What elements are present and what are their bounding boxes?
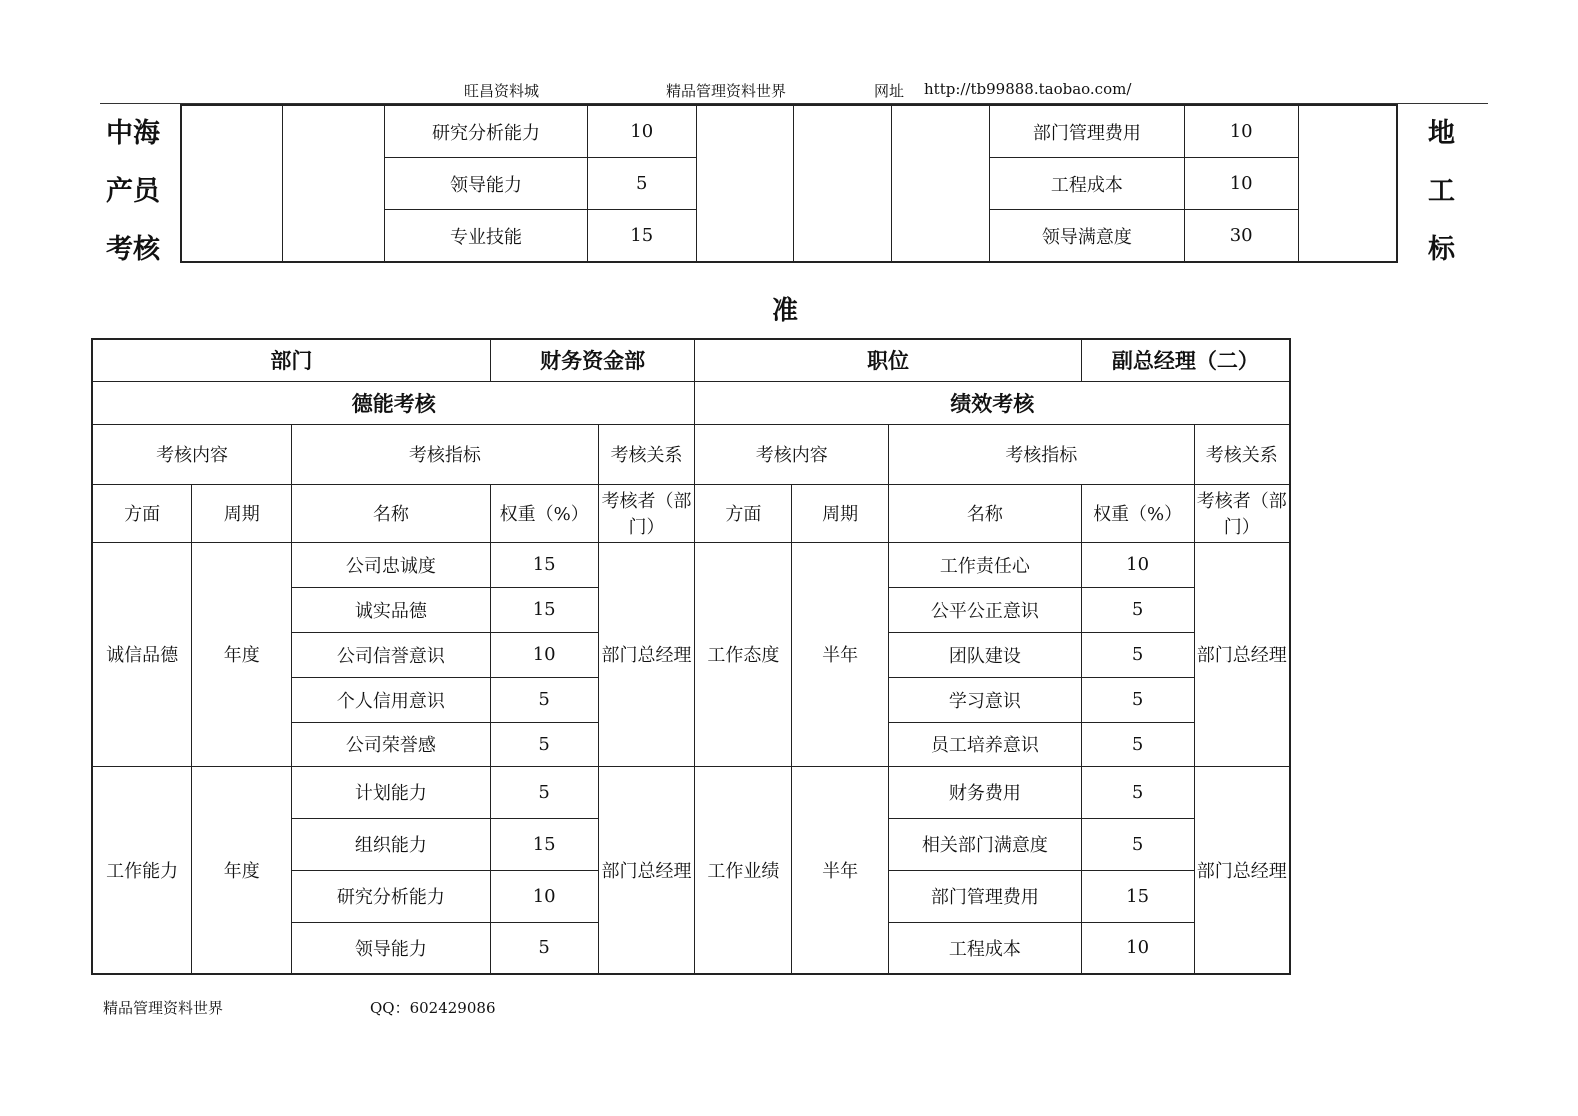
top-empty-cell	[794, 105, 892, 262]
top-empty-cell	[696, 105, 794, 262]
row-right-name: 部门管理费用	[889, 870, 1082, 922]
section-right: 绩效考核	[695, 381, 1290, 424]
footer-qq: QQ：602429086	[370, 999, 496, 1017]
top-empty-cell	[892, 105, 990, 262]
group1-right-aspect: 工作态度	[695, 542, 792, 766]
row-right-weight: 10	[1081, 542, 1194, 587]
position-label: 职位	[695, 339, 1081, 381]
group2-left-aspect: 工作能力	[92, 766, 192, 974]
assessment-table	[91, 338, 1291, 975]
row-right-name: 学习意识	[889, 677, 1082, 722]
row-right-name: 员工培养意识	[889, 722, 1082, 766]
row-left-name: 计划能力	[292, 766, 491, 818]
col-weight: 权重（%）	[1081, 484, 1194, 542]
header-company: 旺昌资料城	[464, 82, 540, 100]
top-left-name: 研究分析能力	[385, 105, 588, 158]
row-right-weight: 15	[1081, 870, 1194, 922]
row-right-weight: 5	[1081, 818, 1194, 870]
row-left-weight: 5	[490, 677, 598, 722]
row-right-weight: 5	[1081, 766, 1194, 818]
top-left-name: 领导能力	[385, 158, 588, 210]
top-right-weight: 10	[1184, 105, 1298, 158]
side-text-left	[106, 105, 160, 279]
row-left-weight: 5	[490, 922, 598, 974]
col-period: 周期	[192, 484, 292, 542]
row-left-weight: 15	[490, 818, 598, 870]
dept-label: 部门	[92, 339, 490, 381]
footer-slogan: 精品管理资料世界	[103, 999, 224, 1017]
top-empty-cell	[181, 105, 283, 262]
col-relation: 考核关系	[1194, 424, 1290, 484]
row-left-weight: 10	[490, 870, 598, 922]
header-slogan: 精品管理资料世界	[666, 82, 787, 100]
row-right-name: 工程成本	[889, 922, 1082, 974]
col-assessor: 考核者（部门）	[598, 484, 695, 542]
top-right-name: 领导满意度	[990, 210, 1185, 263]
row-right-name: 公平公正意识	[889, 587, 1082, 632]
col-weight: 权重（%）	[490, 484, 598, 542]
row-right-name: 工作责任心	[889, 542, 1082, 587]
top-right-name: 部门管理费用	[990, 105, 1185, 158]
col-relation: 考核关系	[598, 424, 695, 484]
group1-left-period: 年度	[192, 542, 292, 766]
section-left: 德能考核	[92, 381, 695, 424]
row-left-name: 公司忠诚度	[292, 542, 491, 587]
group2-left-assessor: 部门总经理	[598, 766, 695, 974]
top-table-row	[181, 105, 1397, 158]
col-aspect: 方面	[695, 484, 792, 542]
col-period: 周期	[792, 484, 889, 542]
col-aspect: 方面	[92, 484, 192, 542]
top-right-weight: 30	[1184, 210, 1298, 263]
side-right-line: 工	[1428, 176, 1455, 207]
row-right-weight: 5	[1081, 677, 1194, 722]
row-left-name: 组织能力	[292, 818, 491, 870]
row-left-weight: 15	[490, 587, 598, 632]
row-left-name: 个人信用意识	[292, 677, 491, 722]
top-table	[180, 104, 1398, 263]
row-right-weight: 5	[1081, 587, 1194, 632]
dept-value: 财务资金部	[490, 339, 695, 381]
row-left-name: 诚实品德	[292, 587, 491, 632]
group1-left-assessor: 部门总经理	[598, 542, 695, 766]
side-right-line: 地	[1428, 118, 1455, 149]
side-text-right	[1428, 105, 1455, 279]
table-row	[92, 542, 1290, 587]
top-left-weight: 10	[587, 105, 696, 158]
row-left-weight: 5	[490, 722, 598, 766]
col-name: 名称	[292, 484, 491, 542]
top-left-weight: 15	[587, 210, 696, 263]
page-title-tail: 准	[772, 296, 799, 326]
header-row-1	[92, 424, 1290, 484]
side-left-line: 产员	[106, 176, 160, 207]
header-row-2	[92, 484, 1290, 542]
col-indicator: 考核指标	[889, 424, 1194, 484]
group1-left-aspect: 诚信品德	[92, 542, 192, 766]
row-left-name: 公司荣誉感	[292, 722, 491, 766]
group2-left-period: 年度	[192, 766, 292, 974]
header-url-label: 网址	[874, 82, 905, 100]
top-right-weight: 10	[1184, 158, 1298, 210]
position-value: 副总经理（二）	[1081, 339, 1290, 381]
row-left-weight: 5	[490, 766, 598, 818]
top-left-name: 专业技能	[385, 210, 588, 263]
group2-right-period: 半年	[792, 766, 889, 974]
group1-right-period: 半年	[792, 542, 889, 766]
side-left-line: 考核	[106, 234, 160, 265]
group2-right-aspect: 工作业绩	[695, 766, 792, 974]
col-name: 名称	[889, 484, 1082, 542]
row-right-name: 相关部门满意度	[889, 818, 1082, 870]
group2-right-assessor: 部门总经理	[1194, 766, 1290, 974]
col-indicator: 考核指标	[292, 424, 598, 484]
top-right-name: 工程成本	[990, 158, 1185, 210]
col-content: 考核内容	[695, 424, 889, 484]
side-right-line: 标	[1428, 234, 1455, 265]
section-row	[92, 381, 1290, 424]
row-left-weight: 15	[490, 542, 598, 587]
row-right-weight: 5	[1081, 722, 1194, 766]
side-left-line: 中海	[106, 118, 160, 149]
top-empty-cell	[283, 105, 385, 262]
top-empty-cell	[1298, 105, 1397, 262]
row-right-weight: 5	[1081, 632, 1194, 677]
row-right-weight: 10	[1081, 922, 1194, 974]
row-left-weight: 10	[490, 632, 598, 677]
col-content: 考核内容	[92, 424, 292, 484]
row-left-name: 领导能力	[292, 922, 491, 974]
col-assessor: 考核者（部门）	[1194, 484, 1290, 542]
dept-row	[92, 339, 1290, 381]
row-left-name: 公司信誉意识	[292, 632, 491, 677]
row-left-name: 研究分析能力	[292, 870, 491, 922]
group1-right-assessor: 部门总经理	[1194, 542, 1290, 766]
top-left-weight: 5	[587, 158, 696, 210]
row-right-name: 团队建设	[889, 632, 1082, 677]
row-right-name: 财务费用	[889, 766, 1082, 818]
table-row	[92, 766, 1290, 818]
header-url[interactable]: http://tb99888.taobao.com/	[924, 80, 1132, 98]
